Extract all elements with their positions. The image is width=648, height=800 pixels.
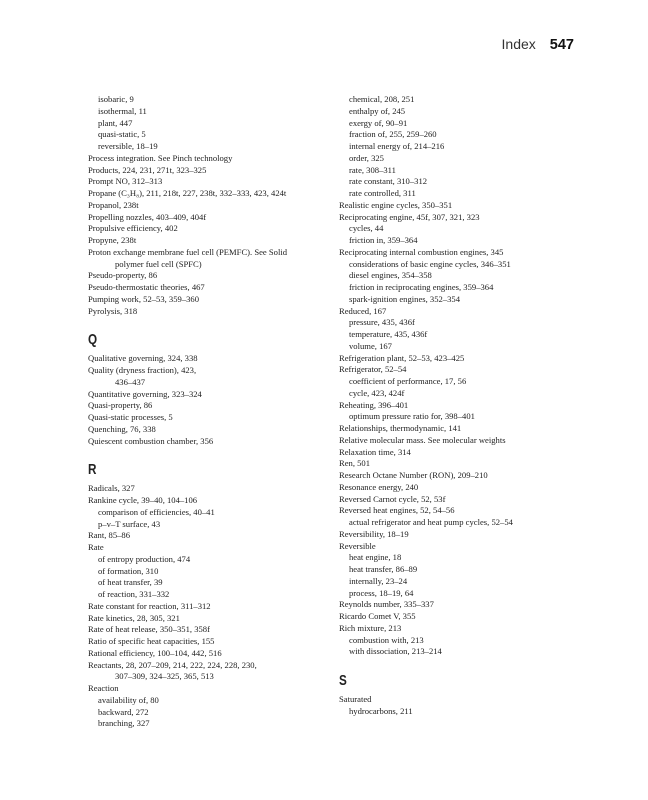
index-subentry: pressure, 435, 436f [349, 317, 415, 328]
index-subentry: plant, 447 [98, 117, 133, 128]
index-subentry: of heat transfer, 39 [98, 577, 163, 588]
index-entry: Reversibility, 18–19 [339, 528, 409, 539]
section-letter-s: S [339, 672, 347, 689]
index-entry: Research Octane Number (RON), 209–210 [339, 470, 488, 480]
index-subentry: of reaction, 331–332 [98, 589, 170, 599]
index-subentry: p–v–T surface, 43 [98, 518, 161, 529]
index-subentry: reversible, 18–19 [98, 141, 158, 151]
index-entry: Refrigeration plant, 52–53, 423–425 [339, 352, 465, 363]
index-entry: Resonance energy, 240 [339, 481, 419, 492]
index-subentry: considerations of basic engine cycles, 346–351 [349, 258, 511, 269]
index-entry: Refrigerator, 52–54 [339, 364, 407, 375]
index-column-right [339, 94, 584, 718]
index-subentry: quasi-static, 5 [98, 129, 146, 140]
index-subentry: hydrocarbons, 211 [349, 705, 413, 716]
index-entry-continuation: polymer fuel cell (SPFC) [115, 258, 202, 269]
index-subentry: spark-ignition engines, 352–354 [349, 293, 460, 304]
index-entry: Quenching, 76, 338 [88, 423, 156, 434]
index-entry: Propulsive efficiency, 402 [88, 223, 178, 234]
index-subentry: isothermal, 11 [98, 105, 147, 116]
index-subentry: rate controlled, 311 [349, 188, 416, 198]
index-entry: Qualitative governing, 324, 338 [88, 353, 198, 364]
index-subentry: of entropy production, 474 [98, 553, 191, 564]
index-entry-continuation: 307–309, 324–325, 365, 513 [115, 671, 214, 682]
index-entry: Quasi-property, 86 [88, 400, 153, 411]
index-entry: Rate [88, 542, 104, 552]
index-entry: Rate constant for reaction, 311–312 [88, 600, 211, 611]
index-subentry: rate constant, 310–312 [349, 176, 428, 187]
running-header [502, 36, 574, 53]
index-entry: Rich mixture, 213 [339, 622, 402, 633]
index-entry: Process integration. See Pinch technology [88, 152, 233, 163]
index-entry: Reciprocating engine, 45f, 307, 321, 323 [339, 211, 480, 222]
index-entry: Relaxation time, 314 [339, 446, 411, 457]
section-letter-q: Q [88, 331, 98, 349]
page-number: 547 [549, 37, 574, 53]
index-entry: Propyne, 238t [88, 235, 137, 245]
index-entry: Ricardo Comet V, 355 [339, 611, 416, 621]
index-entry: Ratio of specific heat capacities, 155 [88, 636, 215, 646]
index-subentry: friction in, 359–364 [349, 235, 418, 245]
index-entry: Quality (dryness fraction), 423, [88, 365, 197, 375]
index-entry: Quantitative governing, 323–324 [88, 388, 202, 399]
index-entry: Products, 224, 231, 271t, 323–325 [88, 164, 207, 175]
index-entry: Reduced, 167 [339, 305, 387, 316]
index-entry: Propelling nozzles, 403–409, 404f [88, 211, 207, 222]
index-column-left [88, 94, 328, 730]
index-subentry: cycles, 44 [349, 223, 384, 234]
index-subentry: isobaric, 9 [98, 94, 134, 104]
index-subentry: process, 18–19, 64 [349, 587, 414, 598]
index-subentry: cycle, 423, 424f [349, 387, 405, 398]
index-subentry: volume, 167 [349, 340, 392, 351]
index-entry: Quiescent combustion chamber, 356 [88, 435, 214, 446]
index-entry: Prompt NO, 312–313 [88, 176, 163, 187]
index-entry: Ren, 501 [339, 458, 371, 469]
index-subentry: actual refrigerator and heat pump cycles, 52–54 [349, 517, 513, 527]
index-subentry: diesel engines, 354–358 [349, 270, 432, 281]
index-entry: Pseudo-property, 86 [88, 270, 158, 281]
index-subentry: of formation, 310 [98, 565, 159, 576]
index-entry: Propane (C₃H₈), 211, 218t, 227, 238t, 332–333, 423, 424t [88, 188, 287, 198]
index-entry: Rational efficiency, 100–104, 442, 516 [88, 647, 222, 658]
index-subentry: heat engine, 18 [349, 552, 402, 563]
index-entry: Reciprocating internal combustion engines, 345 [339, 246, 504, 257]
index-subentry: enthalpy of, 245 [349, 105, 406, 116]
index-entry-continuation: 436–437 [115, 376, 146, 387]
index-entry: Reactants, 28, 207–209, 214, 222, 224, 228, 230, [88, 659, 257, 670]
index-entry: Pseudo-thermostatic theories, 467 [88, 282, 205, 292]
index-entry: Realistic engine cycles, 350–351 [339, 199, 453, 210]
index-subentry: chemical, 208, 251 [349, 94, 415, 104]
index-subentry: combustion with, 213 [349, 634, 424, 645]
index-entry: Pumping work, 52–53, 359–360 [88, 293, 200, 304]
index-subentry: branching, 327 [98, 718, 150, 729]
index-subentry: exergy of, 90–91 [349, 117, 408, 128]
index-entry: Rate of heat release, 350–351, 358f [88, 624, 210, 635]
index-entry: Reversed Carnot cycle, 52, 53f [339, 493, 446, 504]
index-subentry: internally, 23–24 [349, 575, 408, 586]
index-subentry: fraction of, 255, 259–260 [349, 129, 437, 140]
section-title: Index [501, 36, 536, 52]
index-subentry: rate, 308–311 [349, 164, 396, 175]
index-entry: Rankine cycle, 39–40, 104–106 [88, 495, 198, 505]
index-entry: Saturated [339, 694, 372, 704]
index-subentry: coefficient of performance, 17, 56 [349, 376, 467, 386]
index-entry: Reheating, 396–401 [339, 399, 409, 410]
index-subentry: friction in reciprocating engines, 359–364 [349, 282, 494, 292]
index-subentry: optimum pressure ratio for, 398–401 [349, 411, 475, 422]
index-subentry: availability of, 80 [98, 694, 159, 705]
index-entry: Proton exchange membrane fuel cell (PEMFC). See Solid [88, 246, 288, 257]
index-entry: Rant, 85–86 [88, 530, 131, 541]
index-entry: Relative molecular mass. See molecular weights [339, 434, 506, 445]
index-entry: Quasi-static processes, 5 [88, 412, 173, 422]
index-subentry: with dissociation, 213–214 [349, 646, 442, 657]
index-entry: Reversible [339, 540, 376, 551]
index-subentry: order, 325 [349, 152, 384, 163]
index-entry: Reynolds number, 335–337 [339, 599, 434, 610]
index-entry: Reversed heat engines, 52, 54–56 [339, 505, 455, 516]
index-subentry: temperature, 435, 436f [349, 329, 428, 339]
index-entry: Relationships, thermodynamic, 141 [339, 423, 462, 433]
index-subentry: backward, 272 [98, 706, 149, 717]
index-entry: Radicals, 327 [88, 483, 135, 494]
index-entry: Pyrolysis, 318 [88, 305, 138, 316]
index-entry: Propanol, 238t [88, 199, 139, 210]
index-subentry: comparison of efficiencies, 40–41 [98, 506, 215, 517]
index-subentry: heat transfer, 86–89 [349, 564, 418, 574]
section-letter-r: R [88, 461, 97, 479]
index-entry: Reaction [88, 683, 119, 693]
index-entry: Rate kinetics, 28, 305, 321 [88, 612, 180, 623]
index-subentry: internal energy of, 214–216 [349, 141, 445, 151]
